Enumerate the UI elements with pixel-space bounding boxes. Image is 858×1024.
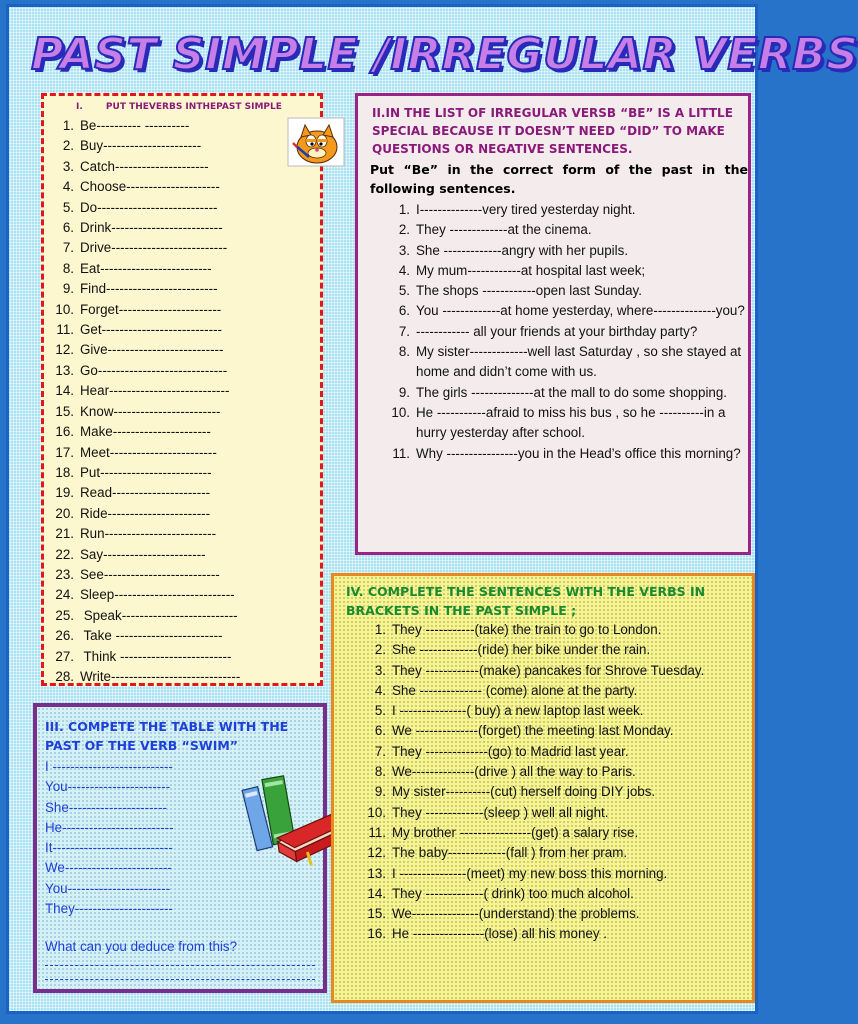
item-number: 1. (62, 118, 74, 133)
list-item (388, 444, 748, 464)
item-text: Speak-------------------------- (80, 607, 238, 623)
item-number: 16. (55, 424, 74, 440)
item-number: 27. (55, 648, 74, 664)
item-number: 3. (374, 662, 386, 678)
item-number: 19. (55, 485, 74, 501)
list-item (48, 320, 240, 340)
section-1-heading-text: PUT THEVERBS INTHEPAST SIMPLE (105, 102, 282, 112)
item-text: Be---------- ---------- (80, 118, 190, 133)
item-text: Give-------------------------- (80, 342, 224, 358)
list-item (388, 383, 748, 403)
item-number: 5. (374, 703, 386, 719)
list-item (48, 402, 240, 422)
list-item (358, 742, 754, 762)
item-text: Drink------------------------- (80, 220, 223, 236)
list-item (48, 381, 240, 401)
list-item (48, 177, 240, 197)
list-item (48, 504, 240, 524)
item-number: 21. (55, 526, 74, 542)
item-text: The baby-------------(fall ) from her pram. (392, 845, 628, 861)
item-number: 12. (367, 845, 386, 861)
list-item (48, 463, 240, 483)
answer-line (45, 979, 315, 980)
item-number: 13. (367, 865, 386, 881)
list-item (48, 116, 240, 136)
item-text: Forget----------------------- (80, 301, 222, 317)
list-item (388, 301, 748, 321)
list-item (358, 864, 754, 884)
section-4-list (358, 620, 754, 945)
item-number: 7. (374, 743, 386, 759)
item-number: 8. (398, 344, 410, 360)
item-text: ------------ all your friends at your birthday party? (416, 323, 698, 339)
section-4-heading: IV. COMPLETE THE SENTENCES WITH THE VERBS IN BRACKETS IN THE PAST SIMPLE ; (346, 584, 706, 618)
item-number: 9. (62, 281, 74, 297)
item-text: I ---------------(meet) my new boss this morning. (392, 865, 668, 881)
section-1-verb-list (41, 93, 323, 686)
item-number: 10. (391, 404, 410, 420)
item-text: My mum------------at hospital last week; (416, 262, 646, 278)
list-item (388, 241, 748, 261)
pronoun-row: They---------------------- (45, 901, 173, 917)
item-text: She -------------angry with her pupils. (416, 242, 629, 258)
list-item (388, 342, 748, 383)
list-item (358, 701, 754, 721)
list-item (358, 640, 754, 660)
list-item (358, 823, 754, 843)
list-item (48, 238, 240, 258)
item-text: We---------------(understand) the problems. (392, 906, 640, 922)
list-item (358, 782, 754, 802)
item-text: He ----------------(lose) all his money . (392, 926, 607, 942)
list-item (358, 721, 754, 741)
item-number: 6. (62, 220, 74, 236)
item-number: 2. (62, 138, 74, 154)
list-item (358, 904, 754, 924)
item-text: The girls --------------at the mall to do some shopping. (416, 384, 728, 400)
cartoon-cat-icon (287, 117, 345, 167)
item-number: 7. (62, 240, 74, 256)
item-text: Choose--------------------- (80, 179, 220, 195)
pronoun-row: You----------------------- (45, 880, 171, 896)
list-item (48, 157, 240, 177)
item-text: My brother ----------------(get) a salary rise. (392, 824, 639, 840)
list-item (48, 340, 240, 360)
section-1-list (48, 116, 240, 687)
worksheet-title: PAST SIMPLE /IRREGULAR VERBS (31, 29, 858, 80)
item-text: Get--------------------------- (80, 322, 222, 338)
list-item (48, 647, 240, 667)
item-text: They -------------at the cinema. (416, 222, 592, 238)
list-item (48, 300, 240, 320)
item-number: 7. (398, 323, 410, 339)
item-number: 2. (374, 642, 386, 658)
list-item (48, 606, 240, 626)
list-item (48, 585, 240, 605)
list-item (388, 200, 748, 220)
list-item (48, 524, 240, 544)
item-number: 10. (55, 301, 74, 317)
item-text: Sleep--------------------------- (80, 587, 235, 603)
item-number: 15. (367, 906, 386, 922)
worksheet-page (6, 4, 858, 1014)
item-text: Why ----------------you in the Head’s office this morning? (416, 445, 741, 461)
item-number: 9. (398, 384, 410, 400)
list-item (48, 545, 240, 565)
item-number: 11. (56, 322, 74, 338)
item-number: 14. (367, 885, 386, 901)
item-text: Think ------------------------- (80, 648, 232, 664)
item-text: They --------------(go) to Madrid last year. (392, 743, 629, 759)
item-number: 11. (392, 445, 410, 461)
item-number: 11. (368, 824, 386, 840)
list-item (388, 322, 748, 342)
item-text: They -------------( drink) too much alcohol. (392, 885, 634, 901)
section-4-past-simple-exercise (331, 573, 755, 1003)
item-text: Say----------------------- (80, 546, 206, 562)
item-text: My sister-------------well last Saturday , so she stayed at home and didn’t come with us. (416, 344, 742, 380)
item-text: Go----------------------------- (80, 362, 228, 378)
item-number: 4. (62, 179, 74, 195)
item-number: 16. (367, 926, 386, 942)
list-item (48, 259, 240, 279)
item-number: 23. (55, 566, 74, 582)
item-number: 4. (374, 682, 386, 698)
item-text: Ride----------------------- (80, 505, 211, 521)
list-item (48, 565, 240, 585)
item-number: 2. (398, 222, 410, 238)
list-item (48, 443, 240, 463)
pronoun-row: You----------------------- (45, 779, 171, 795)
list-item (48, 361, 240, 381)
item-text: Hear--------------------------- (80, 383, 230, 399)
item-number: 25. (55, 607, 74, 623)
pronoun-row: We------------------------ (45, 860, 172, 876)
item-text: Write----------------------------- (80, 668, 241, 684)
item-number: 26. (55, 628, 74, 644)
list-item (358, 762, 754, 782)
item-text: Drive-------------------------- (80, 240, 228, 256)
section-3-question: What can you deduce from this? (45, 939, 238, 954)
list-item (358, 924, 754, 944)
item-text: I--------------very tired yesterday night. (416, 202, 636, 217)
item-text: I ---------------( buy) a new laptop last week. (392, 703, 644, 719)
pronoun-row: I --------------------------- (45, 759, 173, 774)
item-number: 15. (55, 403, 74, 419)
item-text: He -----------afraid to miss his bus , so he ----------in a hurry yesterday after school. (416, 404, 726, 441)
section-2-instruction: Put “Be” in the correct form of the past in the following sentences. (370, 162, 748, 196)
item-text: Eat------------------------- (80, 260, 212, 276)
item-text: She -------------(ride) her bike under the rain. (392, 642, 651, 658)
item-text: Put------------------------- (80, 464, 212, 480)
pronoun-row: He------------------------- (45, 819, 174, 835)
section-2-heading: II.IN THE LIST OF IRREGULAR VERSB “BE” IS A LITTLE SPECIAL BECAUSE IT DOESN’T NEED “DID” TO MAKE QUESTIONS OR NEGATIVE SENTENCES. (372, 106, 733, 156)
item-text: Catch--------------------- (80, 158, 209, 174)
section-3-heading: III. COMPETE THE TABLE WITH THE PAST OF THE VERB “SWIM” (45, 719, 289, 753)
list-item (48, 218, 240, 238)
list-item (358, 681, 754, 701)
item-text: My sister----------(cut) herself doing DIY jobs. (392, 784, 656, 800)
list-item (48, 667, 240, 687)
item-number: 13. (55, 362, 74, 378)
section-2-list (388, 200, 748, 464)
section-2-be-exercise (355, 93, 751, 555)
list-item (48, 198, 240, 218)
list-item (358, 884, 754, 904)
item-text: Read---------------------- (80, 485, 211, 501)
item-text: They -------------(sleep ) well all night. (392, 804, 609, 820)
list-item (388, 220, 748, 240)
answer-line (45, 965, 315, 966)
item-number: 6. (398, 303, 410, 319)
list-item (48, 136, 240, 156)
item-number: 8. (374, 764, 386, 780)
item-text: We--------------(drive ) all the way to Paris. (392, 764, 636, 780)
item-text: Meet------------------------ (80, 444, 217, 460)
item-text: They -----------(take) the train to go to London. (392, 622, 662, 637)
item-number: 22. (55, 546, 74, 562)
list-item (358, 843, 754, 863)
item-number: 18. (55, 464, 74, 480)
item-text: They ------------(make) pancakes for Shrove Tuesday. (392, 662, 705, 678)
list-item (358, 803, 754, 823)
item-text: Run------------------------- (80, 526, 217, 542)
item-number: 24. (55, 587, 74, 603)
item-text: Know------------------------ (80, 403, 221, 419)
list-item (48, 483, 240, 503)
item-text: We --------------(forget) the meeting last Monday. (392, 723, 674, 739)
item-number: 8. (62, 260, 74, 276)
pronoun-row: She---------------------- (45, 799, 167, 815)
item-number: 10. (367, 804, 386, 820)
item-text: See-------------------------- (80, 566, 220, 582)
item-text: Buy---------------------- (80, 138, 202, 154)
item-text: Make---------------------- (80, 424, 211, 440)
item-number: 12. (55, 342, 74, 358)
item-number: 20. (55, 505, 74, 521)
item-text: Find------------------------- (80, 281, 218, 297)
item-number: 3. (398, 242, 410, 258)
list-item (48, 422, 240, 442)
item-number: 28. (55, 668, 74, 684)
item-text: Take ------------------------ (80, 628, 223, 644)
item-number: 5. (398, 283, 410, 299)
item-text: The shops ------------open last Sunday. (416, 283, 642, 299)
item-number: 1. (398, 202, 410, 217)
item-number: 4. (398, 262, 410, 278)
list-item (48, 279, 240, 299)
item-number: 6. (374, 723, 386, 739)
item-number: 14. (55, 383, 74, 399)
list-item (358, 661, 754, 681)
item-text: You -------------at home yesterday, where--------------you? (416, 303, 745, 319)
item-number: 3. (62, 158, 74, 174)
item-number: 5. (62, 199, 74, 215)
item-number: 17. (55, 444, 74, 460)
section-1-number: I. (76, 102, 83, 112)
section-1-heading (76, 102, 282, 112)
list-item (358, 620, 754, 640)
list-item (388, 403, 748, 444)
item-number: 9. (374, 784, 386, 800)
item-text: Do--------------------------- (80, 199, 218, 215)
item-text: She -------------- (come) alone at the party. (392, 682, 638, 698)
list-item (388, 261, 748, 281)
list-item (48, 626, 240, 646)
section-3-list (45, 757, 174, 919)
list-item (388, 281, 748, 301)
pronoun-row: It--------------------------- (45, 840, 173, 856)
item-number: 1. (374, 622, 386, 637)
